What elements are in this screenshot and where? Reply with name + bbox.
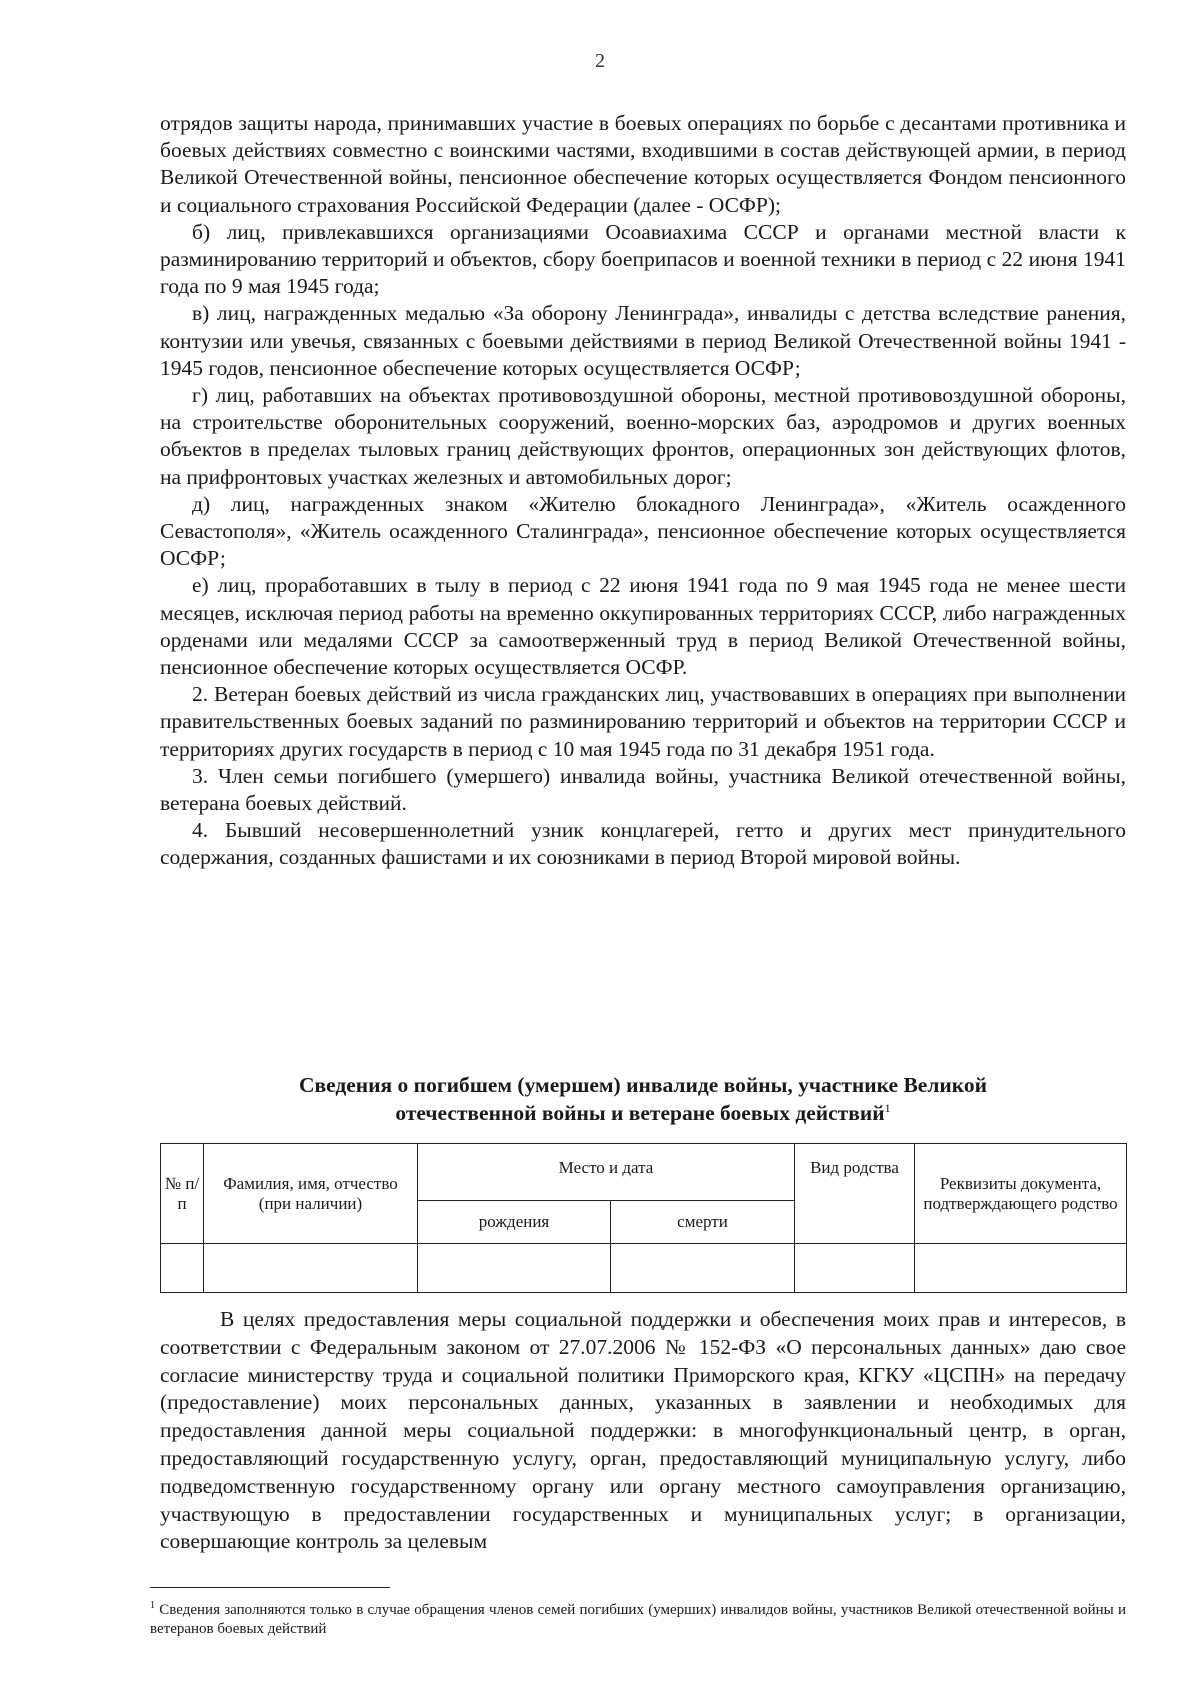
paragraph-2: 2. Ветеран боевых действий из числа гражданских лиц, участвовавших в операциях при выполнении правительственных боевых заданий по разминированию территорий и объектов на территории СССР и территориях других государств в период с 10 мая 1945 года по 31 декабря 1951 года. xyxy=(160,682,1126,761)
col-header-relation: Вид родства xyxy=(795,1144,915,1244)
cell-relation[interactable] xyxy=(795,1244,915,1293)
cell-name[interactable] xyxy=(204,1244,418,1293)
col-header-document: Реквизиты документа, подтверждающего родство xyxy=(915,1144,1127,1244)
section-title-line2: отечественной войны и ветеране боевых действий xyxy=(395,1101,885,1125)
paragraph-continuation: отрядов защиты народа, принимавших участие в боевых операциях по борьбе с десантами противника и боевых действиях совместно с воинскими частями, входившими в состав действующей армии, в период Великой Отечественной войны, пенсионное обеспечение которых осуществляется Фондом пенсионного и социального страхования Российской Федерации (далее - ОСФР); xyxy=(160,111,1126,217)
section-title xyxy=(160,1071,1126,1127)
footnote xyxy=(150,1596,1126,1639)
cell-death[interactable] xyxy=(611,1244,795,1293)
paragraph-d: д) лиц, награжденных знаком «Жителю блокадного Ленинграда», «Житель осажденного Севастополя», «Житель осажденного Сталинграда», пенсионное обеспечение которых осуществляется ОСФР; xyxy=(160,491,1126,571)
footnote-reference: 1 xyxy=(884,1100,891,1115)
paragraph-v: в) лиц, награжденных медалью «За оборону Ленинграда», инвалиды с детства вследствие ранения, контузии или увечья, связанных с боевыми действиями в период Великой Отечественной войны 1941 - 1945 годов, пенсионное обеспечение которых осуществляется ОСФР; xyxy=(160,301,1126,380)
paragraph-b: б) лиц, привлекавшихся организациями Осоавиахима СССР и органами местной власти к разминированию территорий и объектов, сбору боеприпасов и военной техники в период с 22 июня 1941 года по 9 мая 1945 года; xyxy=(160,219,1126,299)
col-header-death: смерти xyxy=(611,1201,795,1244)
paragraph-e: е) лиц, проработавших в тылу в период с 22 июня 1941 года по 9 мая 1945 года не менее шести месяцев, исключая период работы на временно оккупированных территориях СССР, либо награжденных орденами или медалями СССР за самоотверженный труд в период Великой Отечественной войны, пенсионное обеспечение которых осуществляется ОСФР. xyxy=(160,573,1126,680)
col-header-name: Фамилия, имя, отчество (при наличии) xyxy=(204,1144,418,1244)
table-row xyxy=(161,1244,1127,1293)
consent-paragraph: В целях предоставления меры социальной поддержки и обеспечения моих прав и интересов, в соответствии с Федеральным законом от 27.07.2006 № 152-ФЗ «О персональных данных» даю свое согласие министерству труда и социальной политики Приморского края, КГКУ «ЦСПН» на передачу (предоставление) моих персональных данных, указанных в заявлении и необходимых для предоставления данной меры социальной поддержки: в многофункциональный центр, в орган, предоставляющий государственную услугу, орган, предоставляющий муниципальную услугу, либо подведомственную государственному органу или органу местного самоуправления организацию, участвующую в предоставлении государственных и муниципальных услуг; в организации, совершающие контроль за целевым xyxy=(160,1307,1126,1554)
body-text xyxy=(160,110,1126,872)
paragraph-4: 4. Бывший несовершеннолетний узник концлагерей, гетто и других мест принудительного содержания, созданных фашистами и их союзниками в период Второй мировой войны. xyxy=(160,818,1126,870)
relatives-table xyxy=(160,1143,1127,1293)
consent-text xyxy=(160,1306,1126,1556)
paragraph-g: г) лиц, работавших на объектах противовоздушной обороны, местной противовоздушной обороны, на строительстве оборонительных сооружений, военно-морских баз, аэродромов и других военных объектов в пределах тыловых границ действующих фронтов, операционных зон действующих флотов, на прифронтовых участках железных и автомобильных дорог; xyxy=(160,383,1126,489)
page-number: 2 xyxy=(595,50,605,72)
paragraph-3: 3. Член семьи погибшего (умершего) инвалида войны, участника Великой отечественной войны, ветерана боевых действий. xyxy=(160,763,1126,816)
footnote-text: Сведения заполняются только в случае обращения членов семей погибших (умерших) инвалидов войны, участников Великой отечественной войны и ветеранов боевых действий xyxy=(150,1602,1126,1637)
col-header-number: № п/п xyxy=(161,1144,204,1244)
section-title-line1: Сведения о погибшем (умершем) инвалиде войны, участнике Великой xyxy=(298,1073,988,1097)
cell-birth[interactable] xyxy=(418,1244,611,1293)
col-header-birth: рождения xyxy=(418,1201,611,1244)
cell-document[interactable] xyxy=(915,1244,1127,1293)
col-header-place-date: Место и дата xyxy=(418,1144,795,1201)
footnote-mark: 1 xyxy=(150,1600,155,1611)
footnote-divider xyxy=(150,1587,390,1588)
cell-number[interactable] xyxy=(161,1244,204,1293)
